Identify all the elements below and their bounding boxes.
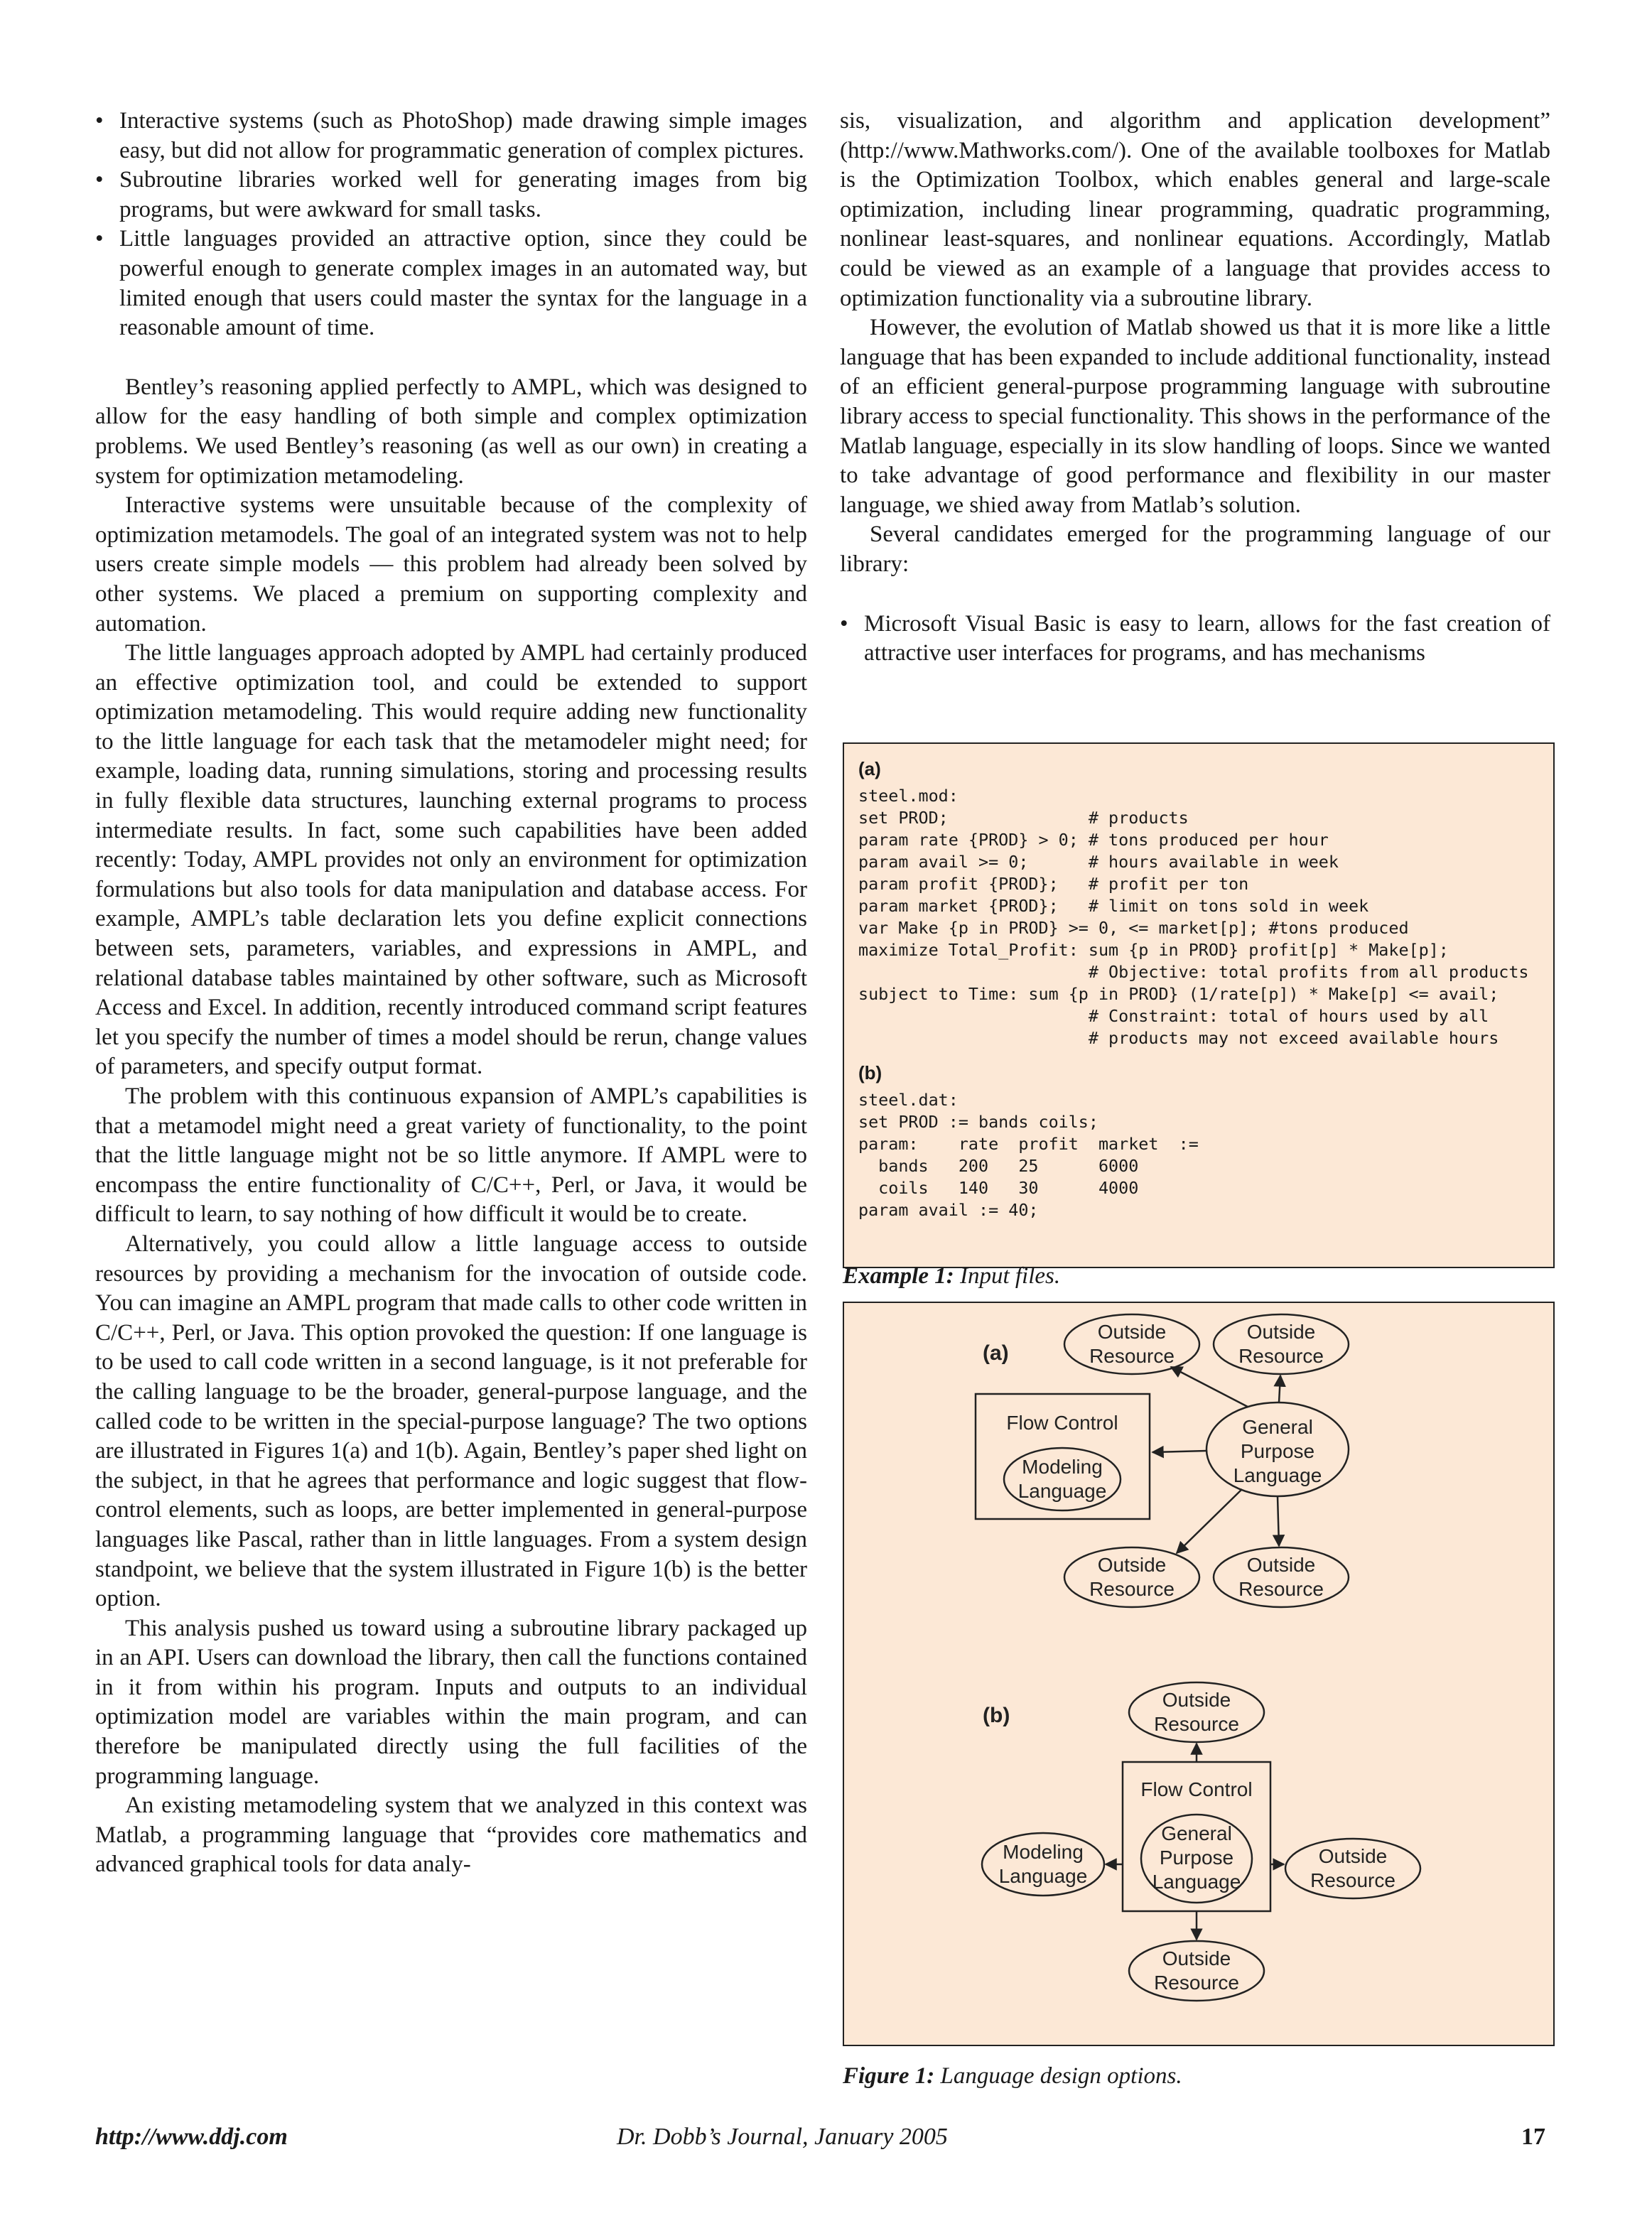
node-label: Resource: [1238, 1578, 1324, 1600]
node-label: Language: [1152, 1871, 1241, 1893]
node-label: Purpose: [1240, 1440, 1315, 1462]
node-label: Language: [1233, 1464, 1322, 1486]
page-number: 17: [1521, 2124, 1545, 2150]
fig-b-outside-resource-right: [1285, 1839, 1420, 1898]
node-label: Resource: [1154, 1972, 1239, 1994]
flow-control-label: Flow Control: [1006, 1412, 1118, 1434]
node-label: Resource: [1238, 1345, 1324, 1367]
bullet-item: • Little languages provided an attractive option, since they could be powerful enough to generate complex images in an automated way, but limited enough that users could master the syntax for the language in a reasonable amount of time.: [95, 225, 807, 342]
fig-b-outside-resource-top: [1129, 1682, 1264, 1742]
node-label: Language: [1017, 1480, 1107, 1502]
body-paragraph: Bentley’s reasoning applied perfectly to AMPL, which was designed to allow for the easy handling of both simple and complex optimization problems. We used Bentley’s reasoning (as well as our own) in creating a system for optimization metamodeling.: [95, 374, 807, 489]
flow-control-label: Flow Control: [1140, 1778, 1253, 1800]
body-paragraph: This analysis pushed us toward using a subroutine library packaged up in an API. Users can download the library, then call the functions contained in it from within his program. Inputs and outputs to an individual optimization model are variables within the main program, and can therefore be manipulated directly using the full facilities of the programming language.: [95, 1615, 807, 1789]
node-label: Outside: [1246, 1321, 1316, 1343]
left-column: [95, 107, 807, 1880]
node-label: Outside: [1097, 1321, 1167, 1343]
node-label: General: [1242, 1416, 1313, 1438]
arrow: [1171, 1367, 1248, 1407]
node-label: Modeling: [1022, 1456, 1103, 1478]
body-paragraph: However, the evolution of Matlab showed us that it is more like a little language that has been expanded to include additional functionality, instead of an efficient general-purpose programming language with subroutine library access to special functionality. This shows in the performance of the Matlab language, especially in its slow handling of loops. Since we wanted to take advantage of good performance and flexibility in our master language, we shied away from Matlab’s solution.: [840, 315, 1550, 518]
body-paragraph: Several candidates emerged for the programming language of our library:: [840, 521, 1550, 577]
bullet-item: • Microsoft Visual Basic is easy to learn, allows for the fast creation of attractive user interfaces for programs, and has mechanisms: [840, 610, 1550, 669]
example-caption-label: Example 1:: [843, 1263, 954, 1289]
footer-url-link[interactable]: http://www.ddj.com: [95, 2124, 288, 2150]
fig-a-outside-resource-top-left: [1064, 1314, 1199, 1374]
figure-caption-text: Language design options.: [934, 2063, 1182, 2089]
example-label-b: (b): [858, 1062, 882, 1083]
node-label: General: [1161, 1822, 1232, 1844]
fig-b-flow-control-box: [1123, 1762, 1270, 1911]
bullet-item: • Subroutine libraries worked well for generating images from big programs, but were awkward for small tasks.: [95, 166, 807, 225]
node-label: Resource: [1089, 1578, 1175, 1600]
arrow: [1279, 1375, 1280, 1402]
figure-caption: [843, 2062, 1182, 2090]
left-bullet-list: [95, 107, 807, 343]
body-paragraph: Interactive systems were unsuitable because of the complexity of optimization metamodels. The goal of an integrated system was not to help users create simple models — this problem had already been solved by other systems. We placed a premium on supporting complexity and automation.: [95, 492, 807, 637]
node-label: Outside: [1162, 1947, 1231, 1969]
fig-a-label: (a): [983, 1341, 1009, 1365]
code-steel-dat: steel.dat: set PROD := bands coils; param: rate profit market := bands 200 25 6000 coils 140 30 4000 param avail := 40;: [858, 1090, 1199, 1220]
example-caption: [843, 1262, 1060, 1290]
figure-panel: [843, 1302, 1555, 2046]
node-label: Outside: [1097, 1554, 1167, 1576]
fig-b-label: (b): [983, 1704, 1010, 1727]
body-paragraph: The little languages approach adopted by AMPL had certainly produced an effective optimization tool, and could be extended to support optimization metamodeling. This would require adding new functionality to the little language for each task that the metamodeler might need; for example, loading data, running simulations, storing and processing results in fully flexible data structures, launching external programs to process intermediate results. In fact, some such capabilities have been added recently: Today, AMPL provides not only an environment for optimization formulations but also tools for data manipulation and database access. For example, AMPL’s table declaration lets you define explicit connections between sets, parameters, variables, and expressions in AMPL, and relational database tables maintained by other software, such as Microsoft Access and Excel. In addition, recently introduced command script features let you specify the number of times a model should be rerun, change values of parameters, and specify output format.: [95, 640, 807, 1080]
right-column: [840, 107, 1550, 669]
node-label: Outside: [1246, 1554, 1316, 1576]
fig-a-outside-resource-bottom-right: [1214, 1547, 1349, 1607]
node-label: Outside: [1162, 1689, 1231, 1711]
bullet-item: • Interactive systems (such as PhotoShop) made drawing simple images easy, but did not allow for programmatic generation of complex pictures.: [95, 107, 807, 166]
code-steel-mod: steel.mod: set PROD; # products param rate {PROD} > 0; # tons produced per hour param avail >= 0; # hours available in week param profit {PROD}; # profit per ton param market {PROD}; # limit on tons sold in week var Make {p in PROD} >= 0, <= market[p]; #tons produced maximize Total_Profit: sum {p in PROD} profit[p] * Make[p]; # Objective: total profits from all products subject to Time: sum {p in PROD} (1/rate[p]) * Make[p] <= avail; # Constraint: total of hours used by all # products may not exceed available hours: [858, 786, 1529, 1048]
arrow: [1152, 1451, 1206, 1452]
body-paragraph: sis, visualization, and algorithm and application development” (http://www.Mathworks.com/). One of the available toolboxes for Matlab is the Optimization Toolbox, which enables general and large-scale optimization, including linear programming, quadratic programming, nonlinear least-squares, and nonlinear equations. Accordingly, Matlab could be viewed as an example of a language that provides access to optimization functionality via a subroutine library.: [840, 108, 1550, 311]
example-label-a: (a): [858, 758, 881, 779]
node-label: Outside: [1318, 1845, 1388, 1867]
example-code-panel: [843, 742, 1555, 1268]
node-label: Language: [998, 1865, 1088, 1887]
example-caption-text: Input files.: [954, 1263, 1061, 1289]
node-label: Resource: [1154, 1713, 1239, 1735]
fig-a-general-purpose-language: [1206, 1402, 1349, 1496]
right-bullet-list: [840, 610, 1550, 669]
language-design-diagram: [844, 1303, 1555, 2046]
body-paragraph: The problem with this continuous expansion of AMPL’s capabilities is that a metamodel might need a great variety of functionality, to the point that the little language might not be so little anymore. If AMPL were to encompass the entire functionality of C/C++, Perl, or Java, it would be difficult to learn, to say nothing of how difficult it would be to create.: [95, 1083, 807, 1228]
fig-b-modeling-language: [982, 1833, 1104, 1896]
fig-a-flow-control-box: [976, 1394, 1150, 1519]
node-label: Resource: [1089, 1345, 1175, 1367]
node-label: Resource: [1310, 1869, 1395, 1891]
arrow: [1278, 1496, 1279, 1546]
body-paragraph: An existing metamodeling system that we analyzed in this context was Matlab, a programming language that “provides core mathematics and advanced graphical tools for data analy-: [95, 1793, 807, 1878]
fig-a-outside-resource-top-right: [1214, 1314, 1349, 1374]
fig-a-outside-resource-bottom-left: [1064, 1547, 1199, 1607]
node-label: Modeling: [1003, 1841, 1084, 1863]
body-paragraph: Alternatively, you could allow a little language access to outside resources by providing a mechanism for the invocation of outside code. You can imagine an AMPL program that made calls to other code written in C/C++, Perl, or Java. This option provoked the question: If one language is to be used to call code written in a second language, is it not preferable for the calling language to be the broader, general-purpose language, and the called code to be written in the special-purpose language? The two options are illustrated in Figures 1(a) and 1(b). Again, Bentley’s paper shed light on the subject, in that he agrees that performance and logic suggest that flow-control elements, such as loops, are better implemented in general-purpose languages like Pascal, rather than in little languages. From a system design standpoint, we believe that the system illustrated in Figure 1(b) is the better option.: [95, 1231, 807, 1612]
node-label: Purpose: [1159, 1847, 1234, 1869]
arrow: [1177, 1489, 1242, 1553]
fig-b-outside-resource-bottom: [1129, 1941, 1264, 2001]
figure-caption-label: Figure 1:: [843, 2063, 935, 2089]
footer-journal-title: Dr. Dobb’s Journal, January 2005: [617, 2124, 948, 2150]
